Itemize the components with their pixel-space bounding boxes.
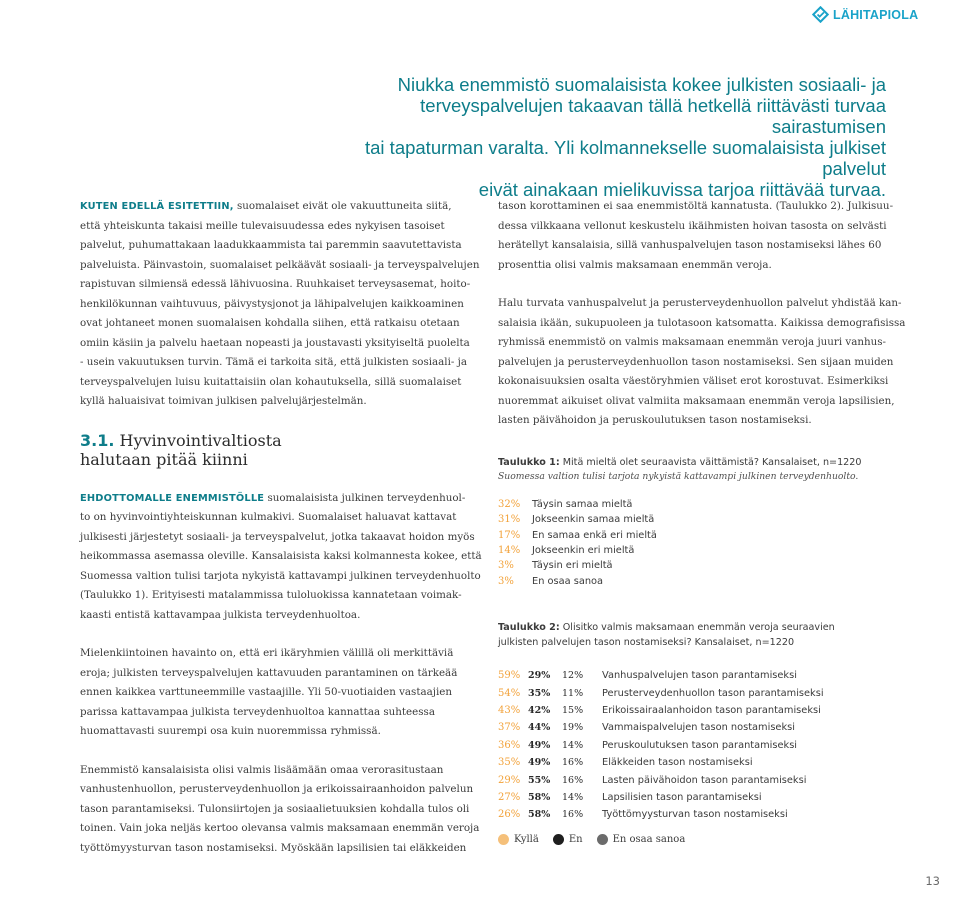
paragraph-line: terveyspalvelujen luisu kuitattaisiin olan kohautuksella, sillä suomalaiset [80, 375, 462, 388]
page-number: 13 [925, 874, 940, 888]
row-label: Eläkkeiden tason nostamiseksi [602, 757, 753, 769]
table-1-title: Taulukko 1: Mitä mieltä olet seuraavista väittämistä? Kansalaiset, n=1220 [498, 457, 862, 468]
percent-value: 17% [498, 529, 521, 541]
no-percent: 29% [528, 670, 551, 682]
row-label: Työttömyysturvan tason nostamiseksi [602, 809, 788, 821]
legend-dot-unknown [597, 834, 608, 845]
paragraph-line: vanhustenhuollon, perusterveydenhuollon ja erikoissairaanhoidon palvelun [80, 783, 474, 795]
percent-value: 3% [498, 575, 514, 587]
section-title: halutaan pitää kiinni [80, 449, 248, 469]
yes-percent: 35% [498, 757, 521, 769]
paragraph-line: parissa kattavampaa julkista terveydenhuoltoa kannattaa suhteessa [80, 705, 435, 718]
section-title: Hyvinvointivaltiosta [119, 430, 282, 450]
paragraph-line: herätellyt kansalaisia, sillä vanhuspalvelujen tason nostamiseksi lähes 60 [498, 239, 882, 251]
table-row [498, 771, 918, 788]
row-label: En samaa enkä eri mieltä [532, 529, 657, 541]
table-2-title: Taulukko 2: Olisitko valmis maksamaan enemmän veroja seuraavien julkisten palvelujen tason nostamiseksi? Kansalaiset, n=1220 [498, 622, 835, 648]
paragraph-line: palveluista. Päinvastoin, suomalaiset pelkäävät sosiaali- ja terveyspalvelujen [80, 258, 480, 271]
body-paragraph [498, 197, 898, 275]
unknown-percent: 14% [562, 739, 584, 751]
yes-percent: 54% [498, 687, 521, 699]
paragraph-line: että yhteiskunta takaisi meille tulevaisuudessa edes nykyisen tasoiset [80, 219, 445, 232]
percent-value: 3% [498, 560, 514, 572]
body-paragraph [80, 489, 480, 626]
row-label: Vammaispalvelujen tason nostamiseksi [602, 722, 795, 734]
yes-percent: 27% [498, 791, 521, 803]
paragraph-line: Enemmistö kansalaisista olisi valmis lisäämään omaa verorasitustaan [80, 763, 444, 776]
section-number: 3.1. [80, 430, 115, 450]
no-percent: 44% [528, 722, 551, 734]
legend-item [553, 834, 583, 845]
lahitapiola-diamond-icon [812, 6, 829, 23]
intro-paragraph [80, 197, 480, 412]
paragraph-line: tason parantamiseksi. Tulonsiirtojen ja sosiaalietuuksien kohdalla tulos oli [80, 802, 470, 815]
lead-line: Niukka enemmistö suomalaisista kokee julkisten sosiaali- ja [397, 74, 886, 95]
row-label: Täysin samaa mieltä [532, 499, 633, 511]
paragraph-line: eroja; julkisten terveyspalvelujen kattavuuden parantaminen on tärkeää [80, 666, 458, 679]
no-percent: 58% [528, 791, 551, 803]
paragraph-line: ryhmissä enemmistö on valmis maksamaan enemmän veroja juuri vanhus- [498, 336, 887, 348]
row-label: Peruskoulutuksen tason parantamiseksi [602, 739, 798, 751]
paragraph-line: EHDOTTOMALLE ENEMMISTÖLLE suomalaisista julkinen terveydenhuol- [80, 491, 466, 504]
row-label: En osaa sanoa [532, 575, 604, 587]
table-2-rows [498, 667, 918, 824]
table-row [498, 684, 918, 701]
section-heading [80, 431, 480, 469]
lead-line: eivät ainakaan mielikuvissa tarjoa riittävää turvaa. [478, 179, 886, 200]
lead-line: tai tapaturman varalta. Yli kolmannekselle suomalaisista julkiset palvelut [365, 137, 886, 179]
table-row [498, 789, 918, 806]
paragraph-line: palvelujen ja perusterveydenhuollon tason nostamiseksi. Sen sijaan muiden [498, 355, 894, 368]
paragraph-line: lasten päivähoidon ja peruskoulutuksen tason nostamiseksi. [498, 414, 812, 426]
no-percent: 35% [528, 687, 551, 699]
unknown-percent: 14% [562, 791, 584, 803]
paragraph-line: kyllä haluaisivat toimivan julkisen palvelujärjestelmän. [80, 395, 367, 407]
paragraph-line: prosenttia olisi valmis maksamaan enemmän veroja. [498, 258, 772, 271]
row-label: Lasten päivähoidon tason parantamiseksi [602, 774, 807, 786]
table-row [498, 806, 918, 823]
paragraph-line: henkilökunnan vaihtuvuus, päivystysjonot ja lähipalvelujen kaikkoaminen [80, 297, 464, 310]
left-column [80, 197, 480, 858]
paragraph-line: Halu turvata vanhuspalvelut ja perusterveydenhuollon palvelut yhdistää kan- [498, 297, 902, 309]
body-paragraph [498, 294, 906, 431]
yes-percent: 29% [498, 774, 521, 786]
body-paragraph [80, 644, 480, 742]
no-percent: 55% [528, 774, 551, 786]
body-paragraph [80, 761, 480, 859]
paragraph-line: KUTEN EDELLÄ ESITETTIIN, suomalaiset eivät ole vakuuttuneita siitä, [80, 200, 452, 212]
paragraph-line: rapistuvan silmiensä edessä lähivuosina. Ruuhkaiset terveysasemat, hoito- [80, 278, 471, 290]
paragraph-line: työttömyysturvan tason nostamiseksi. Myöskään lapsilisien tai eläkkeiden [80, 841, 467, 854]
lead-in-caps: KUTEN EDELLÄ ESITETTIIN, [80, 201, 234, 212]
table-1 [498, 456, 918, 589]
yes-percent: 59% [498, 670, 521, 682]
yes-percent: 43% [498, 704, 521, 716]
brand-name: LÄHITAPIOLA [833, 7, 919, 22]
paragraph-line: Suomessa valtion tulisi tarjota nykyistä kattavampi julkinen terveydenhuolto [80, 569, 481, 582]
no-percent: 49% [528, 757, 551, 769]
yes-percent: 26% [498, 809, 521, 821]
table-2 [498, 620, 918, 824]
yes-percent: 36% [498, 739, 521, 751]
lead-in-caps: EHDOTTOMALLE ENEMMISTÖLLE [80, 492, 265, 504]
legend-item [498, 834, 539, 845]
no-percent: 49% [528, 739, 551, 751]
unknown-percent: 15% [562, 704, 584, 716]
paragraph-line: nuoremmat aikuiset olivat valmiita maksamaan enemmän veroja lapsilisien, [498, 394, 895, 407]
legend-dot-yes [498, 834, 509, 845]
table-row [498, 558, 918, 573]
legend-label: Kyllä [514, 834, 539, 845]
unknown-percent: 12% [562, 670, 584, 682]
row-label: Vanhuspalvelujen tason parantamiseksi [602, 670, 797, 682]
table-row [498, 528, 918, 543]
paragraph-line: omiin käsiin ja palvelu haetaan nopeasti ja joustavasti yksityiseltä puolelta [80, 336, 470, 349]
row-label: Jokseenkin eri mieltä [532, 545, 635, 557]
paragraph-line: dessa vilkkaana vellonut keskustelu ikäihmisten hoivan tasosta on selvästi [498, 219, 887, 232]
unknown-percent: 16% [562, 757, 584, 769]
paragraph-line: toinen. Vain joka neljäs kertoo olevansa valmis maksamaan enemmän veroja [80, 822, 480, 834]
percent-value: 31% [498, 514, 521, 526]
table-row [498, 497, 918, 512]
row-label: Täysin eri mieltä [532, 560, 613, 572]
unknown-percent: 19% [562, 722, 584, 734]
legend-item [597, 834, 686, 845]
paragraph-line: Mielenkiintoinen havainto on, että eri ikäryhmien välillä oli merkittäviä [80, 647, 454, 659]
brand-logo [812, 6, 918, 23]
yes-percent: 37% [498, 722, 521, 734]
paragraph-line: salaisia ikään, sukupuoleen ja tulotasoon katsomatta. Kaikissa demografisissa [498, 316, 906, 329]
legend-label: En osaa sanoa [612, 834, 686, 845]
row-label: Perusterveydenhuollon tason parantamiseksi [602, 687, 824, 699]
lead-paragraph [326, 74, 886, 200]
no-percent: 58% [528, 809, 551, 821]
table-row [498, 573, 918, 588]
paragraph-line: - usein vakuutuksen turvin. Tämä ei tarkoita sitä, että julkisten sosiaali- ja [80, 356, 467, 368]
paragraph-line: kaasti entistä kattavampaa julkista terveydenhuoltoa. [80, 608, 361, 621]
no-percent: 42% [528, 704, 551, 716]
row-label: Jokseenkin samaa mieltä [532, 514, 655, 526]
table-row [498, 719, 918, 736]
paragraph-line: to on hyvinvointiyhteiskunnan kulmakivi. Suomalaiset haluavat kattavat [80, 511, 457, 523]
percent-value: 32% [498, 499, 521, 511]
table-1-rows [498, 497, 918, 589]
row-label: Lapsilisien tason parantamiseksi [602, 791, 762, 803]
paragraph-line: ennen kaikkea varttuneemmille vastaajille. Yli 50-vuotiaiden vastaajien [80, 686, 452, 698]
unknown-percent: 11% [562, 687, 584, 699]
table-1-subtitle: Suomessa valtion tulisi tarjota nykyistä kattavampi julkinen terveydenhuolto. [498, 471, 859, 482]
row-label: Erikoissairaalanhoidon tason parantamiseksi [602, 704, 821, 716]
paragraph-line: ovat johtaneet monen suomalaisen kohdalla siihen, että ratkaisu otetaan [80, 317, 460, 329]
table-row [498, 754, 918, 771]
table-row [498, 512, 918, 527]
paragraph-line: julkisesti järjestetyt sosiaali- ja terveyspalvelut, jotka takaavat hoidon myös [80, 530, 475, 543]
paragraph-line: tason korottaminen ei saa enemmistöltä kannatusta. (Taulukko 2). Julkisuu- [498, 200, 894, 212]
unknown-percent: 16% [562, 809, 584, 821]
right-column [498, 197, 906, 431]
table-row [498, 702, 918, 719]
table-row [498, 667, 918, 684]
unknown-percent: 16% [562, 774, 584, 786]
table-row [498, 543, 918, 558]
lead-line: terveyspalvelujen takaavan tällä hetkellä riittävästi turvaa sairastumisen [420, 95, 886, 137]
paragraph-line: kokonaisuuksien osalta väestöryhmien väliset erot korostuvat. Esimerkiksi [498, 375, 889, 387]
table-row [498, 737, 918, 754]
paragraph-line: huomattavasti suurempi osa kuin nuoremmissa ryhmissä. [80, 725, 381, 737]
paragraph-line: palvelut, puhumattakaan laadukkaammista tai paremmin saavutettavista [80, 239, 462, 251]
legend-dot-no [553, 834, 564, 845]
paragraph-line: heikommassa asemassa oleville. Kansalaisista kaksi kolmannesta kokee, että [80, 550, 482, 562]
paragraph-line: (Taulukko 1). Erityisesti matalammissa tuloluokissa kannatetaan voimak- [80, 589, 462, 601]
table-2-legend [498, 834, 685, 845]
percent-value: 14% [498, 545, 521, 557]
legend-label: En [568, 834, 583, 845]
